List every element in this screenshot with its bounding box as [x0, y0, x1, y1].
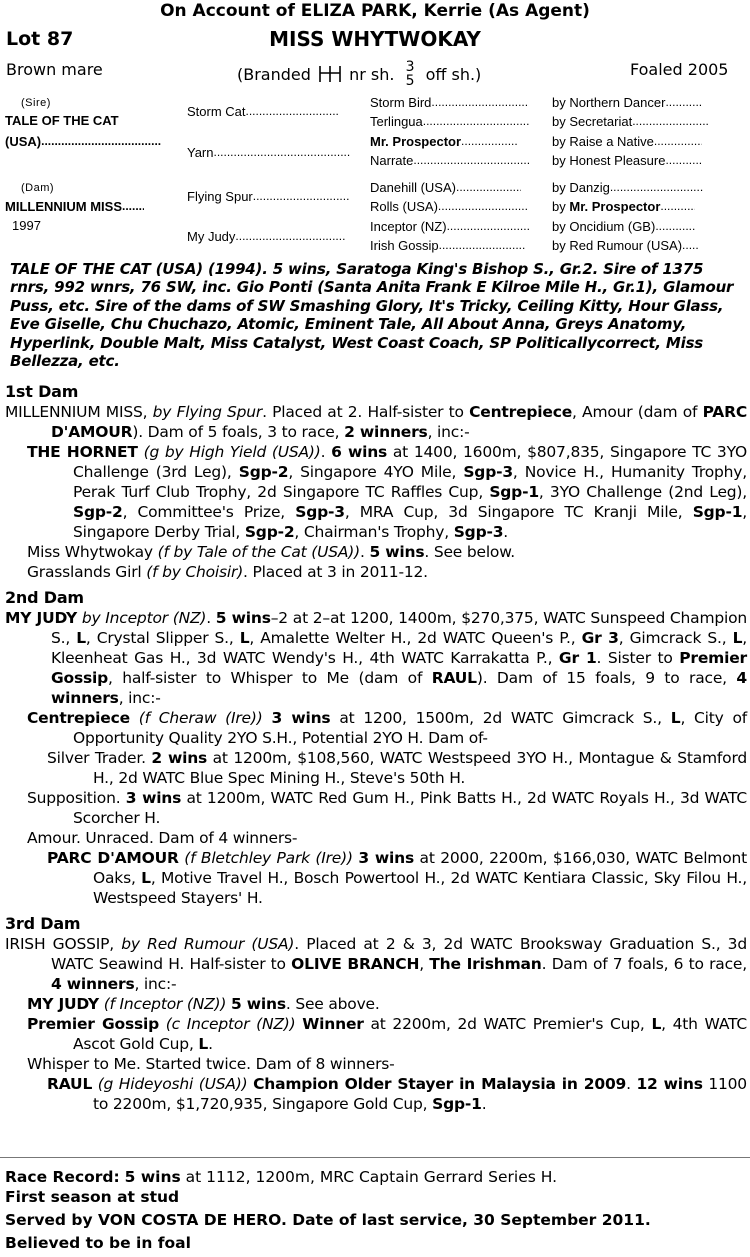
gen3-item-4: Narrate..... [370, 150, 529, 170]
service-info: Served by VON COSTA DE HERO. Date of last service, 30 September 2011. [5, 1211, 651, 1229]
gen4-item-8: by Red Rumour (USA)..... [552, 235, 698, 255]
consignor-line: On Account of ELIZA PARK, Kerrie (As Agent) [160, 1, 590, 21]
entry-detail: 3 wins at 2000, 2200m, $166,030, WATC Belmont Oaks, L, Motive Travel H., Bosch Powertool H., 2d WATC Kentiara Classic, Sky Filou H., Westspeed Stayers' H. [93, 849, 747, 907]
first-dam-section [5, 402, 747, 582]
sire-name: TALE OF THE CAT [5, 113, 119, 128]
entry-detail: . 6 wins at 1400, 1600m, $807,835, Singapore TC 3YO Challenge (3rd Leg), Sgp-2, Singapore 4YO Mile, Sgp-3, Novice H., Humanity Trophy, Perak Turf Club Trophy, 2d Singapore TC Raffles Cup, Sgp-1, 3YO Challenge (2nd Leg), Sgp-2, Committee's Prize, Sgp-3, MRA Cup, 3d Singapore TC Kranji Mile, Sgp-1, Singapore Derby Trial, Sgp-2, Chairman's Trophy, Sgp-3. [73, 443, 748, 541]
lot-number: Lot 87 [6, 28, 74, 50]
sire-reference: by Red Rumour (USA) [121, 935, 295, 953]
third-dam-entry [5, 1054, 747, 1074]
gen3-item-7: Inceptor (NZ)..... [370, 216, 529, 236]
third-dam-entry [5, 934, 747, 994]
sire-reference: by Inceptor (NZ) [81, 609, 207, 627]
first-dam-entry [5, 562, 747, 582]
dam-year: 1997 [12, 218, 41, 233]
entry-detail: 3 wins at 1200, 1500m, 2d WATC Gimcrack S., L, City of Opportunity Quality 2YO S.H., Potential 2YO H. Dam of- [73, 709, 748, 747]
sex-colour: Brown mare [6, 60, 103, 79]
third-dam-entry [5, 994, 747, 1014]
second-dam-heading: 2nd Dam [5, 588, 84, 607]
dam-sections [5, 378, 747, 1114]
foaled-year: Foaled 2005 [630, 60, 729, 79]
brand-open: (Branded [237, 65, 311, 84]
gen3-item-6: Rolls (USA)..... [370, 196, 528, 216]
horse-name: Grasslands Girl [27, 563, 142, 581]
sire-reference: (f by Choisir) [146, 563, 244, 581]
sire-reference: (f Bletchley Park (Ire)) [184, 849, 353, 867]
gen3-item-5: Danehill (USA)..... [370, 177, 521, 197]
sire-label: (Sire) [21, 97, 51, 109]
sire-country: (USA)..... [5, 131, 175, 151]
entry-detail: 3 wins at 1200m, WATC Red Gum H., Pink Batts H., 2d WATC Royals H., 3d WATC Scorcher H. [73, 789, 748, 827]
gen4-item-5: by Danzig..... [552, 177, 704, 197]
horse-name: Supposition. [27, 789, 121, 807]
second-dam-entry [5, 608, 747, 708]
second-dam-entry [5, 708, 747, 748]
brand-description [237, 60, 481, 88]
horse-name: PARC D'AMOUR [47, 849, 179, 867]
foal-status: Believed to be in foal [5, 1234, 191, 1252]
entry-detail: Unraced. Dam of 4 winners- [80, 829, 298, 847]
second-dam-entry [5, 748, 747, 788]
entry-detail: 2 wins at 1200m, $108,560, WATC Westspeed 3YO H., Montague & Stamford H., 2d WATC Blue Spec Mining H., Steve's 50th H. [93, 749, 747, 787]
entry-detail: . Placed at 3 in 2011-12. [243, 563, 428, 581]
sire-reference: (f Inceptor (NZ)) [103, 995, 227, 1013]
horse-name: MILLENNIUM MISS, [5, 403, 148, 421]
third-dam-entry [5, 1014, 747, 1054]
race-record-detail: 5 wins at 1112, 1200m, MRC Captain Gerrard Series H. [124, 1168, 558, 1186]
horse-name: THE HORNET [27, 443, 138, 461]
first-dam-entry [5, 442, 747, 542]
footer [5, 1167, 651, 1256]
horse-name: MY JUDY [5, 609, 78, 627]
entry-detail: . 5 wins–2 at 2–at 1200, 1400m, $270,375, WATC Sunspeed Champion S., L, Crystal Slipper S., L, Amalette Welter H., 2d WATC Queen's P., Gr 3, Gimcrack S., L, Kleenheat Gas H., 3d WATC Wendy's H., 4th WATC Karrakatta P., Gr 1. Sister to Premier Gossip, half-sister to Whisper to Me (dam of RAUL). Dam of 15 foals, 9 to race, 4 winners, inc:- [51, 609, 748, 707]
gen3-item-3: Mr. Prospector..... [370, 131, 517, 151]
race-record: Race Record: 5 wins at 1112, 1200m, MRC Captain Gerrard Series H. [5, 1168, 558, 1186]
horse-name: MY JUDY [27, 995, 99, 1013]
second-dam-entry [5, 828, 747, 848]
gen3-item-1: Storm Bird..... [370, 92, 528, 112]
sire-reference: (c Inceptor (NZ)) [165, 1015, 296, 1033]
sire-reference: (g Hideyoshi (USA)) [97, 1075, 248, 1093]
gen4-item-1: by Northern Dancer..... [552, 92, 701, 112]
dam-label: (Dam) [21, 182, 55, 194]
third-dam-section [5, 934, 747, 1114]
dam-dam: My Judy..... [187, 226, 345, 246]
gen4-item-4: by Honest Pleasure..... [552, 150, 703, 170]
horse-name: Whisper to Me. [27, 1055, 141, 1073]
second-dam-section [5, 608, 747, 908]
second-dam-entry [5, 848, 747, 908]
brand-number-top: 3 [405, 59, 415, 75]
horse-name: Premier Gossip [27, 1015, 160, 1033]
entry-detail: 5 wins. See above. [230, 995, 380, 1013]
horse-name: Centrepiece [27, 709, 130, 727]
third-dam-entry [5, 1074, 747, 1114]
horse-name: IRISH GOSSIP, [5, 935, 115, 953]
brand-nr: nr sh. [349, 65, 395, 84]
brand-number-bottom: 5 [405, 73, 415, 89]
first-dam-entry [5, 542, 747, 562]
third-dam-heading: 3rd Dam [5, 914, 81, 933]
gen3-item-8: Irish Gossip..... [370, 235, 526, 255]
sire-summary: TALE OF THE CAT (USA) (1994). 5 wins, Saratoga King's Bishop S., Gr.2. Sire of 1375 rnrs, 992 wnrs, 76 SW, inc. Gio Ponti (Santa Anita Frank E Kilroe Mile H., Gr.1), Glamour Puss, etc. Sire of the dams of SW Smashing Glory, It's Tricky, Ceiling Kitty, Hour Glass, Eve Giselle, Chu Chuchazo, Atomic, Eminent Tale, All About Anna, Greys Anatomy, Hyperlink, Double Malt, Miss Catalyst, West Coast Coach, SP Politicallycorrect, Miss Bellezza, etc. [10, 260, 734, 371]
sire-dam: Yarn..... [187, 142, 350, 162]
sire-reference: by Flying Spur [152, 403, 263, 421]
sire-reference: (f Cheraw (Ire)) [138, 709, 263, 727]
horse-name: RAUL [47, 1075, 93, 1093]
brand-number [406, 60, 415, 88]
second-dam-entry [5, 788, 747, 828]
entry-detail: Champion Older Stayer in Malaysia in 2009. 12 wins 1100 to 2200m, $1,720,935, Singapore Gold Cup, Sgp-1. [93, 1075, 747, 1113]
horse-name: Amour. [27, 829, 81, 847]
entry-detail: Winner at 2200m, 2d WATC Premier's Cup, L, 4th WATC Ascot Gold Cup, L. [73, 1015, 748, 1053]
first-dam-entry [5, 402, 747, 442]
gen4-item-7: by Oncidium (GB)..... [552, 216, 695, 236]
gen4-item-2: by Secretariat..... [552, 111, 709, 131]
first-dam-heading: 1st Dam [5, 382, 79, 401]
entry-detail: . 5 wins. See below. [360, 543, 515, 561]
horse-name: Silver Trader. [47, 749, 146, 767]
gen3-item-2: Terlingua..... [370, 111, 529, 131]
gen4-item-3: by Raise a Native..... [552, 131, 702, 151]
sire-reference: (g by High Yield (USA)) [143, 443, 321, 461]
horse-name: Miss Whytwokay [27, 543, 153, 561]
sire-reference: (f by Tale of the Cat (USA)) [157, 543, 361, 561]
entry-detail: . Placed at 2. Half-sister to Centrepiece, Amour (dam of PARC D'AMOUR). Dam of 5 foals, 3 to race, 2 winners, inc:- [51, 403, 748, 441]
horse-name: MISS WHYTWOKAY [269, 27, 481, 51]
dam-name: MILLENNIUM MISS..... [5, 196, 177, 216]
sire-sire: Storm Cat..... [187, 101, 338, 121]
brand-off: off sh.) [425, 65, 482, 84]
dam-sire: Flying Spur..... [187, 186, 349, 206]
gen4-item-6: by Mr. Prospector..... [552, 196, 695, 216]
divider-line [0, 1157, 750, 1158]
entry-detail: . Placed at 2 & 3, 2d WATC Brooksway Graduation S., 3d WATC Seawind H. Half-sister to OLIVE BRANCH, The Irishman. Dam of 7 foals, 6 to race, 4 winners, inc:- [51, 935, 747, 993]
stud-season: First season at stud [5, 1188, 180, 1206]
brand-mark-icon [316, 65, 344, 83]
entry-detail: Started twice. Dam of 8 winners- [140, 1055, 395, 1073]
